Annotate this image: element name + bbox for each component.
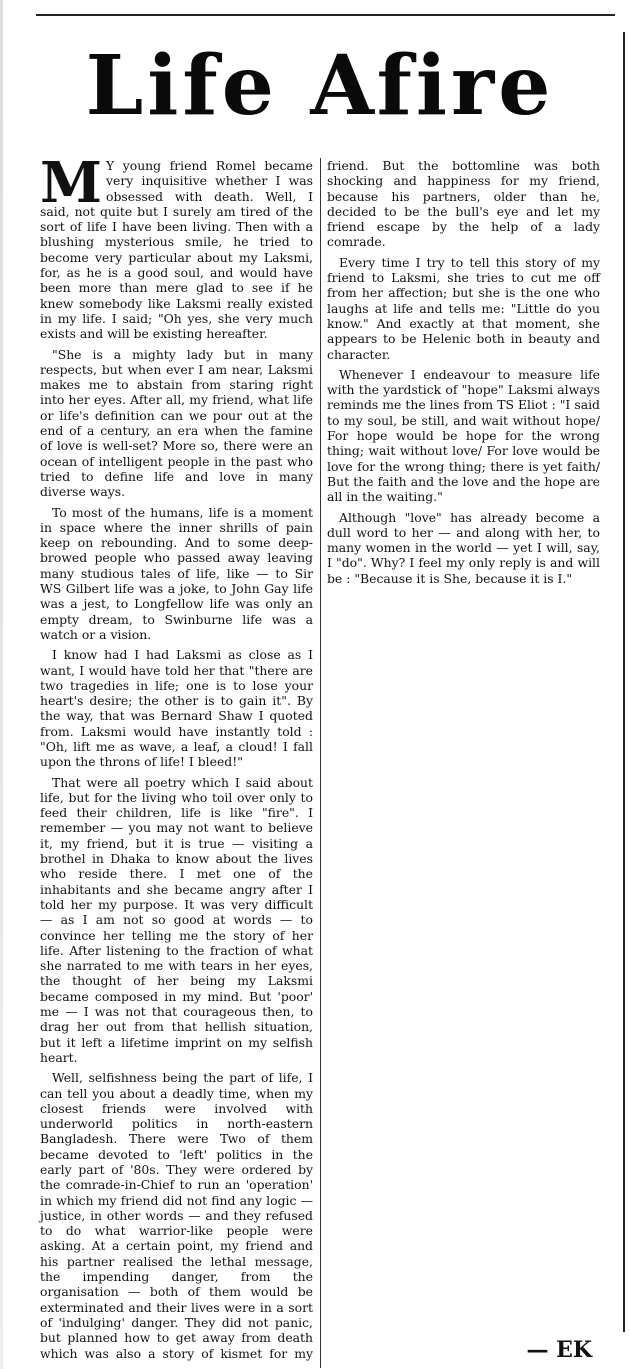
paragraph-9: Although "love" has already become a dull word to her — and along with her, to many women in the world — yet I will, say, I "do". Why? I feel my only reply is and will be : "Because it is She, because it is I." [327,509,600,586]
right-column-rule [623,32,625,1332]
paragraph-2: "She is a mighty lady but in many respects, but when ever I am near, Laksmi makes me to abstain from staring right into her eyes. After all, my friend, what life or life's definition can we pour out at the end of a century, an era when the famine of love is well-set? More so, there were an ocean of intelligent people in the past who tried to define life and love in many diverse ways. [40,346,313,500]
paragraph-3: To most of the humans, life is a moment in space where the inner shrills of pain keep on rebounding. And to some deep-browed people who passed away leaving many studious tales of life, like — to Sir WS Gilbert life was a joke, to John Gay life was a jest, to Longfellow life was only an empty dream, to Swinburne life was a watch or a vision. [40,504,313,642]
author-signature: — EK [526,1337,592,1363]
paragraph-text: Y young friend Romel became very inquisitive whether I was obsessed with death. Well, I said, not quite but I surely am tired of the sort of life I have been living. Then with a blushing mysterious smile, he tried to become very particular about my Laksmi, for, as he is a good soul, and would have been more than mere glad to see if he knew somebody like Laksmi really existed in my life. I said; "Oh yes, she very much exists and will be existing hereafter. [40,158,313,342]
article [30,28,610,1363]
article-body [40,150,600,1368]
page-edge [0,0,3,1369]
drop-cap: M [40,150,102,216]
top-rule [36,14,615,16]
paragraph-7: Every time I try to tell this story of my friend to Laksmi, she tries to cut me off from her affection; but she is the one who laughs at life and tells me: "Little do you know." And exactly at that moment, she appears to be Helenic both in beauty and character. [327,254,600,362]
paragraph-4: I know had I had Laksmi as close as I want, I would have told her that "there are two tragedies in life; one is to lose your heart's desire; the other is to gain it". By the way, that was Bernard Shaw I quoted from. Laksmi would have instantly told : "Oh, lift me as wave, a leaf, a cloud! I fall upon the throns of life! I bleed!" [40,647,313,770]
paragraph-6: Well, selfishness being the part of life, I can tell you about a deadly time, when my closest friends were involved with underworld politics in north-eastern Bangladesh. There were Two of them became devoted to 'left' politics in the early part of '80s. They were ordered by the comrade-in-Chief to run an 'operation' in which my friend did not find any logic — justice, in other words — and they refused to do what warrior-like people were asking. At a certain point, my friend and his partner realised the lethal message, the impending danger, from the organisation — both of them would be exterminated and their lives were in a sort of 'indulging' danger. They did not panic, but planned how to get away from death which was also a story of kismet for my friend. But the bottomline was both shocking and happiness for my friend, because his partners, older than he, decided to be the bull's eye and let my friend escape by the help of a lady comrade. [40,158,600,1361]
article-title: Life Afire [85,38,555,134]
paragraph-1 [40,150,313,342]
paragraph-5: That were all poetry which I said about life, but for the living who toil over only to feed their children, life is like "fire". I remember — you may not want to believe it, my friend, but it is true — visiting a brothel in Dhaka to know about the lives who reside there. I met one of the inhabitants and she became angry after I told her my purpose. It was very difficult — as I am not so good at words — to convince her telling me the story of her life. After listening to the fraction of what she narrated to me with tears in her eyes, the thought of her being my Laksmi became composed in my mind. But 'poor' me — I was not that courageous then, to drag her out from that hellish situation, but it left a lifetime imprint on my selfish heart. [40,774,313,1065]
paragraph-8: Whenever I endeavour to measure life with the yardstick of "hope" Laksmi always reminds me the lines from TS Eliot : "I said to my soul, be still, and wait without hope/ For hope would be hope for the wrong thing; wait without love/ For love would be love for the wrong thing; there is yet faith/ But the faith and the love and the hope are all in the waiting." [327,366,600,505]
